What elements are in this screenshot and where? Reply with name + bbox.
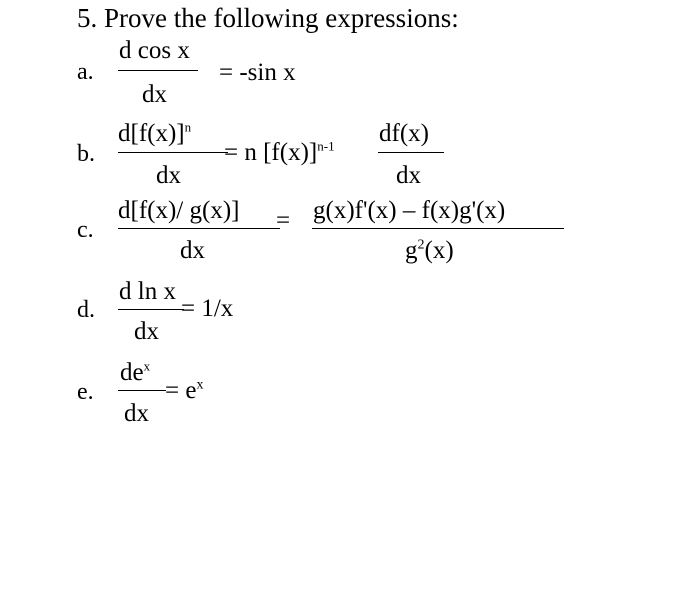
- item-label: a.: [77, 59, 94, 85]
- item-label: e.: [77, 379, 94, 405]
- numerator: d[f(x)/ g(x)]: [118, 197, 240, 224]
- right-hand-side: = n $[f(x)]^{n-1}$: [224, 138, 335, 166]
- fraction-bar: [118, 309, 184, 310]
- rhs-numerator: df(x): [379, 120, 429, 147]
- rhs-denominator: dx: [396, 162, 421, 189]
- numerator: d ln x: [119, 278, 176, 305]
- equals-sign: =: [276, 207, 291, 234]
- rhs-denominator: $g^2(x)$: [405, 237, 454, 264]
- denominator: dx: [180, 237, 205, 264]
- item-label: d.: [77, 297, 95, 323]
- denominator: dx: [156, 162, 181, 189]
- rhs-fraction-bar: [312, 228, 564, 229]
- fraction-bar: [118, 70, 198, 71]
- right-hand-side: = 1/x: [181, 295, 234, 322]
- item-label: c.: [77, 217, 94, 243]
- denominator: dx: [142, 81, 167, 108]
- fraction-bar: [118, 228, 280, 229]
- fraction-bar: [118, 390, 166, 391]
- numerator: $de^x$: [120, 358, 151, 386]
- denominator: dx: [124, 400, 149, 427]
- item-label: b.: [77, 141, 95, 167]
- rhs-fraction-bar: [378, 152, 444, 153]
- fraction-bar: [118, 152, 228, 153]
- numerator: $d[f(x)]^n$: [118, 119, 192, 147]
- rhs-numerator: g(x)f'(x) – f(x)g'(x): [313, 197, 506, 224]
- problem-title: 5. Prove the following expressions:: [77, 3, 459, 33]
- right-hand-side: = -sin x: [219, 59, 296, 86]
- right-hand-side: = $e^x$: [165, 377, 204, 404]
- numerator: d cos x: [119, 37, 190, 64]
- denominator: dx: [134, 318, 159, 345]
